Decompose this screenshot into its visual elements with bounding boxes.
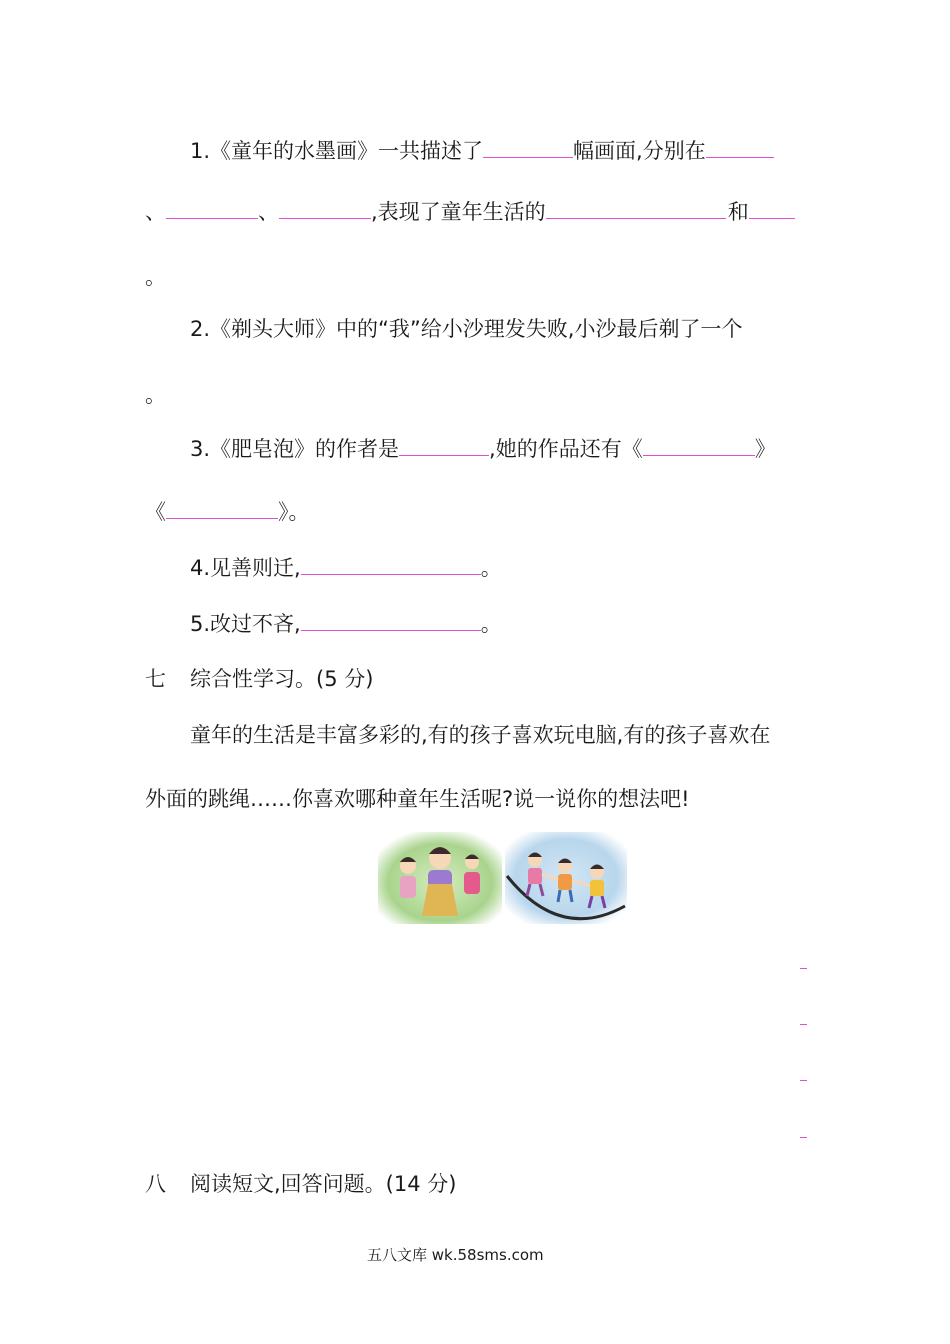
q3-blank-work2[interactable] [166,496,278,519]
section7-para-line1: 童年的生活是丰富多彩的,有的孩子喜欢玩电脑,有的孩子喜欢在 [190,723,771,747]
q1-blank-scene3[interactable] [279,196,371,219]
section7-para-line2: 外面的跳绳……你喜欢哪种童年生活呢?说一说你的想法吧! [145,787,690,811]
q4-blank[interactable] [301,552,481,575]
q1-blank-feature2[interactable] [749,196,795,219]
q1-line2: 、 、 ,表现了童年生活的 和 [145,196,795,227]
section8-number: 八 [145,1172,166,1196]
answer-line-mark-3[interactable] [800,1080,807,1081]
jump-rope-illustration [505,832,627,924]
q5-blank[interactable] [301,608,481,631]
section7-title: 综合性学习。(5 分) [190,667,374,691]
answer-line-mark-2[interactable] [800,1024,807,1025]
answer-line-mark-4[interactable] [800,1137,807,1138]
q1-end: 。 [145,265,166,289]
q5-line: 5.改过不吝, 。 [190,608,502,639]
sack-race-illustration [378,832,502,924]
q3-blank-work1[interactable] [643,433,755,456]
q1-blank-scene1[interactable] [706,135,774,158]
q3-blank-author[interactable] [399,433,489,456]
q1-blank-scene2[interactable] [166,196,258,219]
q2-line1: 2.《剃头大师》中的“我”给小沙理发失败,小沙最后剃了一个 [190,317,743,341]
footer-watermark: 五八文库 wk.58sms.com [367,1246,544,1264]
section8-title: 阅读短文,回答问题。(14 分) [190,1172,457,1196]
q3-line2: 《 》。 [145,496,310,527]
section7-number: 七 [145,667,166,691]
q2-end: 。 [145,383,166,407]
answer-line-mark-1[interactable] [800,968,807,969]
q1-blank-count[interactable] [483,135,573,158]
q3-line1: 3.《肥皂泡》的作者是 ,她的作品还有《 》 [190,433,776,464]
q1-blank-feature1[interactable] [546,196,726,219]
q1-line1: 1.《童年的水墨画》一共描述了 幅画面,分别在 [190,135,774,166]
q4-line: 4.见善则迁, 。 [190,552,502,583]
